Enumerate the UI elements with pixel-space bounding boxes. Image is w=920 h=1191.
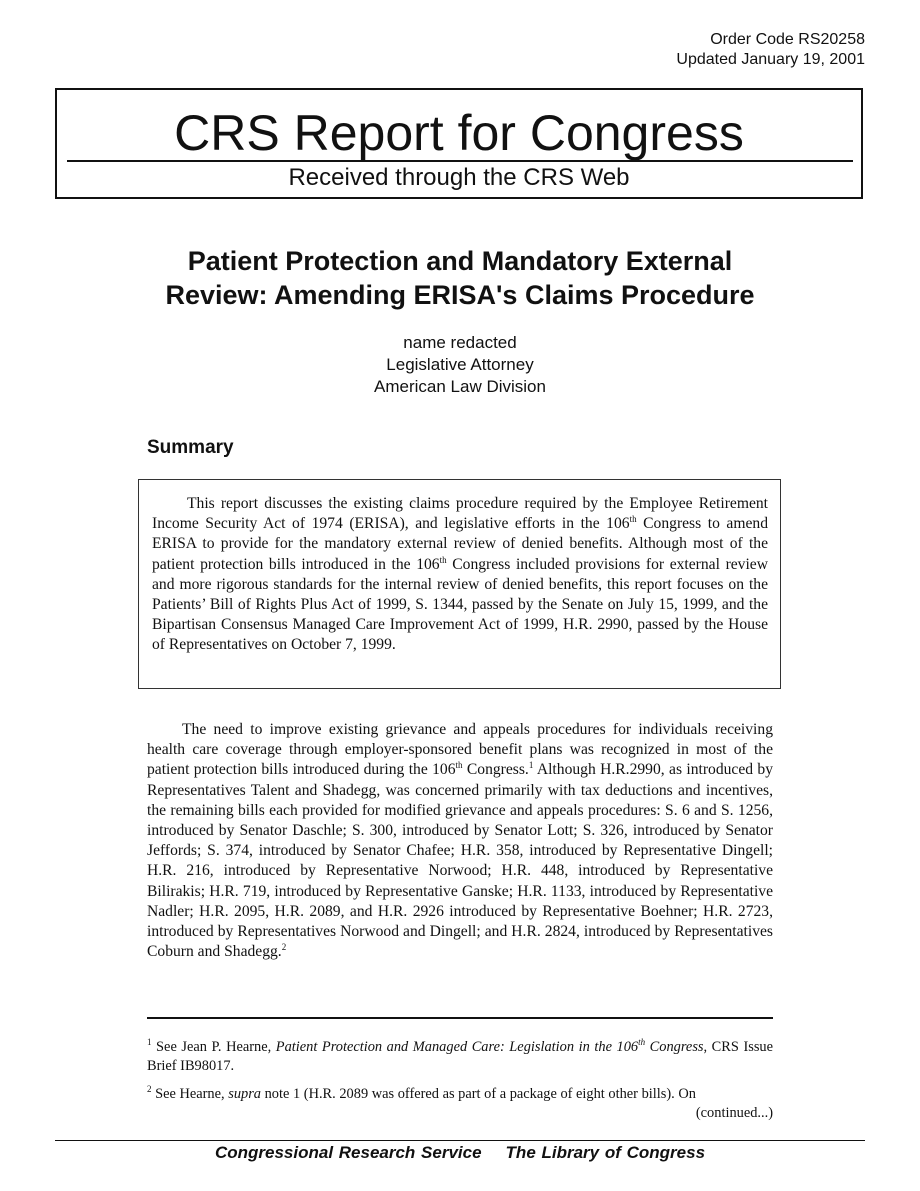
footer-divider — [55, 1140, 865, 1141]
footnote-1-italic: Patient Protection and Managed Care: Legislation in the 106 — [275, 1039, 639, 1055]
body-text-a: The need to improve existing grievance and appeals procedures for individuals receiving health care coverage through employer-sponsored benefit plans was recognized in most of the patient protection bills introduced during the 106 — [147, 721, 773, 779]
footnote-ref-1[interactable]: 1 — [528, 760, 534, 771]
footnote-2 — [147, 1085, 773, 1104]
footnote-1-pre: See Jean P. Hearne, — [151, 1039, 276, 1055]
footnote-1-sup-text: th — [638, 1037, 646, 1048]
author-role: Legislative Attorney — [386, 355, 534, 374]
footnote-2-post: note 1 (H.R. 2089 was offered as part of a package of eight other bills). On — [261, 1086, 696, 1102]
page-footer — [0, 1143, 920, 1163]
header-divider — [67, 160, 853, 162]
footnote-2-pre: See Hearne, — [151, 1086, 229, 1102]
footnote-1-post: , CRS Issue Brief IB98017. — [147, 1039, 774, 1074]
order-info — [676, 30, 865, 70]
footer-left: Congressional Research Service — [214, 1143, 482, 1162]
footnotes — [147, 1038, 773, 1122]
report-title — [60, 244, 860, 312]
footnote-1-italic-2: Congress — [645, 1039, 704, 1055]
summary-text-b: Congress to amend ERISA to provide for the mandatory external review of denied benefits. Although most of the patient protection bills introduced in the 106 — [152, 515, 768, 573]
footnote-2-italic: supra — [228, 1086, 262, 1102]
body-text-c: Although H.R.2990, as introduced by Representatives Talent and Shadegg, was concerned primarily with tax deductions and incentives, the remaining bills each provided for modified grievance and appeals procedures: S. 6 and S. 1256, introduced by Senator Daschle; S. 300, introduced by Senator Lott; S. 326, introduced by Senator Jeffords; S. 374, introduced by Senator Chafee; H.R. 358, introduced by Representative Dingell; H.R. 216, introduced by Representative Norwood; H.R. 448, introduced by Representative Bilirakis; H.R. 719, introduced by Representative Ganske; H.R. 1133, introduced by Representative Nadler; H.R. 2095, H.R. 2089, and H.R. 2926 introduced by Representative Boehner; H.R. 2723, introduced by Representatives Norwood and Dingell; and H.R. 2824, introduced by Representatives Coburn and Shadegg. — [147, 761, 774, 961]
body-sup-a: th — [455, 760, 463, 771]
updated-date: Updated January 19, 2001 — [676, 51, 865, 68]
report-header — [55, 88, 863, 199]
footnote-divider — [147, 1017, 773, 1019]
summary-sup-a: th — [629, 514, 637, 525]
footnote-1 — [147, 1038, 773, 1075]
order-code: Order Code RS20258 — [710, 31, 865, 48]
header-subtitle: Received through the CRS Web — [288, 164, 630, 191]
footnote-2-number: 2 — [147, 1084, 152, 1095]
footnote-ref-2[interactable]: 2 — [281, 942, 287, 953]
body-text — [147, 720, 773, 962]
summary-sup-b: th — [439, 554, 447, 565]
footnote-1-number: 1 — [147, 1037, 152, 1048]
body-text-b: Congress. — [462, 761, 529, 779]
report-title-line-2: Review: Amending ERISA's Claims Procedure — [165, 280, 755, 310]
summary-text-a: This report discusses the existing claims procedure required by the Employee Retirement Income Security Act of 1974 (ERISA), and legislative efforts in the 106 — [152, 495, 768, 533]
summary-paragraph — [152, 494, 768, 656]
summary-box — [138, 479, 781, 689]
author-name: name redacted — [403, 333, 517, 352]
summary-text-c: Congress included provisions for external review and more rigorous standards for the internal review of denied benefits, this report focuses on the Patients’ Bill of Rights Plus Act of 1999, S. 1344, passed by the Senate on July 15, 1999, and the Bipartisan Consensus Managed Care Improvement Act of 1999, H.R. 2990, passed by the House of Representatives on October 7, 1999. — [152, 555, 768, 654]
author-division: American Law Division — [374, 377, 546, 396]
summary-heading: Summary — [147, 437, 234, 458]
header-title: CRS Report for Congress — [174, 105, 744, 161]
report-title-line-1: Patient Protection and Mandatory External — [187, 246, 733, 276]
author-block — [0, 332, 920, 398]
footnote-continued: (continued...) — [695, 1104, 773, 1121]
body-paragraph — [147, 720, 773, 962]
footer-right: The Library of Congress — [505, 1143, 706, 1162]
